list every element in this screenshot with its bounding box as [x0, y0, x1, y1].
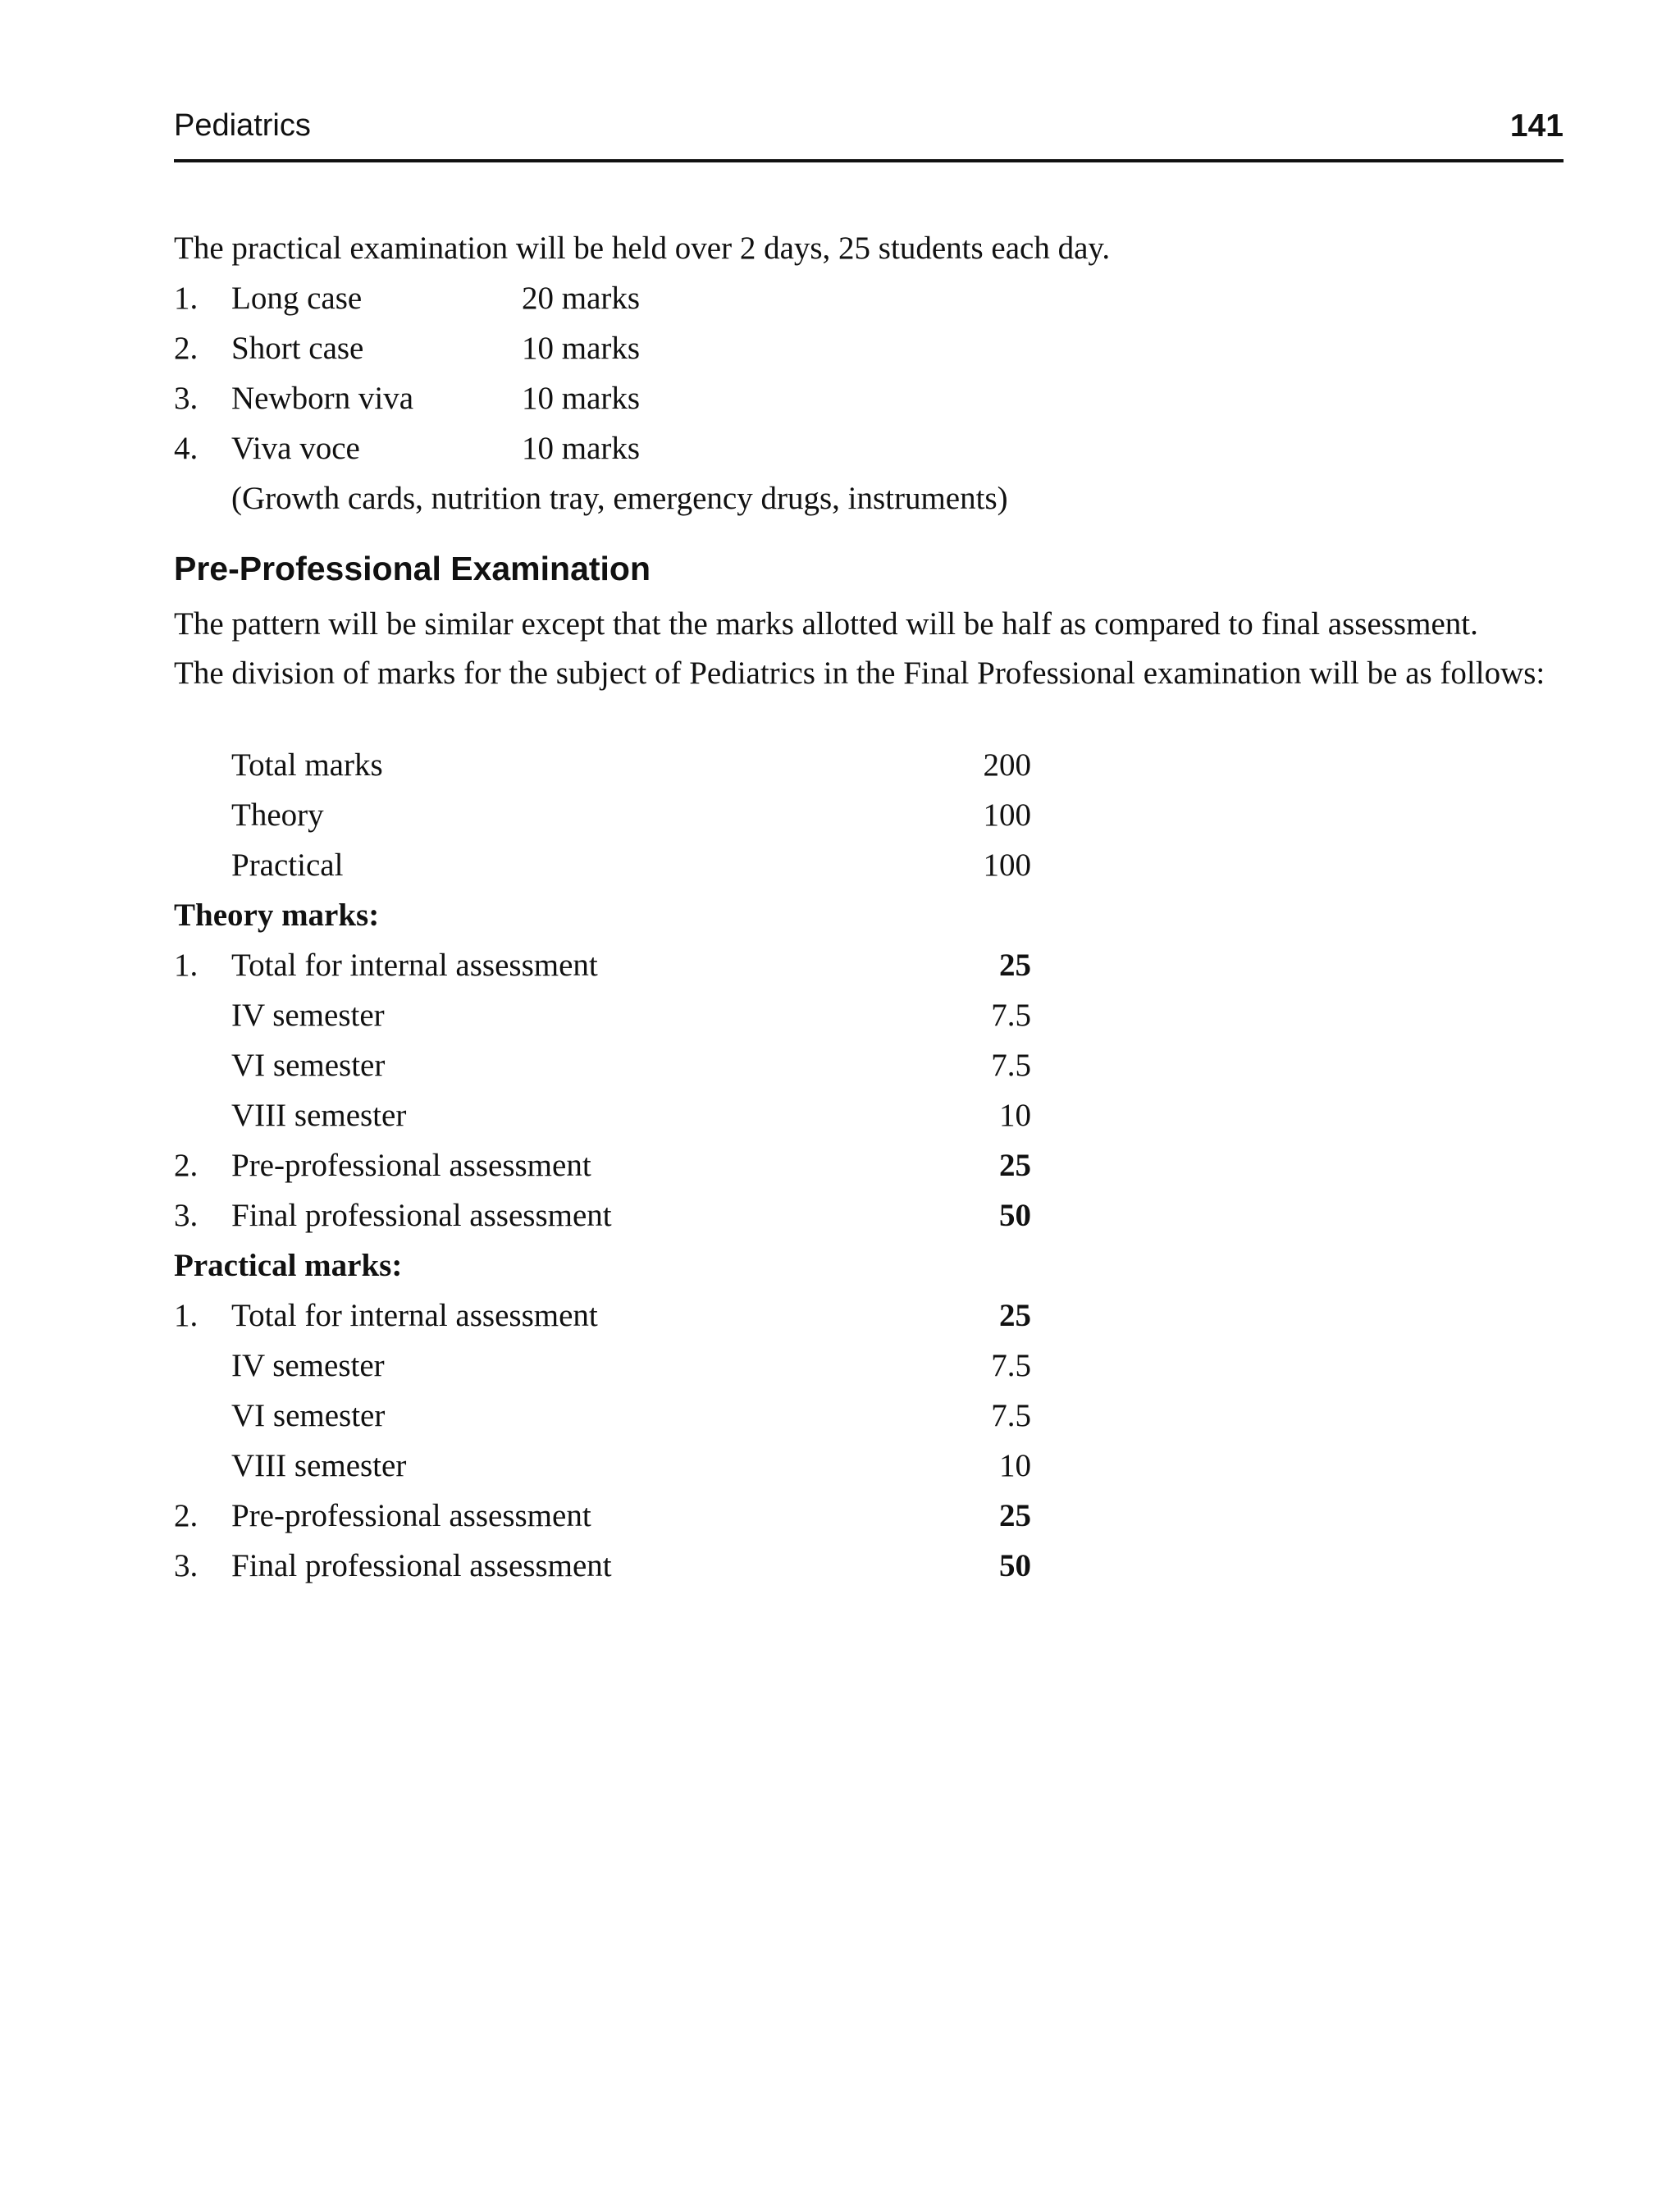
- running-header: [174, 108, 1564, 151]
- pre-professional-heading: Pre-Professional Examination: [174, 550, 651, 587]
- row-value: 7.5: [991, 1398, 1031, 1433]
- row-value: 100: [983, 847, 1031, 883]
- intro-text: The practical examination will be held over 2 days, 25 students each day.: [174, 231, 1111, 266]
- row-label: Total for internal assessment: [231, 948, 598, 983]
- list-number: 3.: [174, 381, 199, 416]
- row-label: Pre-professional assessment: [231, 1148, 591, 1183]
- row-value: 7.5: [991, 1348, 1031, 1383]
- pre-professional-paragraph-1: The pattern will be similar except that the marks allotted will be half as compared to final assessment.: [174, 606, 1478, 642]
- row-value: 25: [999, 1498, 1031, 1533]
- row-value: 25: [999, 948, 1031, 983]
- row-number: 3.: [174, 1548, 199, 1583]
- theory-marks-heading: Theory marks:: [174, 898, 380, 933]
- list-label: Short case: [231, 331, 364, 366]
- row-label: Total marks: [231, 747, 383, 783]
- list-label: Long case: [231, 281, 363, 316]
- list-number: 4.: [174, 431, 199, 466]
- row-number: 1.: [174, 1298, 199, 1333]
- row-label: VI semester: [231, 1048, 386, 1083]
- row-value: 100: [983, 797, 1031, 833]
- list-marks: 10 marks: [522, 381, 641, 416]
- row-number: 2.: [174, 1498, 199, 1533]
- row-value: 50: [999, 1548, 1031, 1583]
- row-label: Final professional assessment: [231, 1198, 612, 1233]
- list-number: 2.: [174, 331, 199, 366]
- row-value: 7.5: [991, 1048, 1031, 1083]
- row-value: 10: [999, 1448, 1031, 1483]
- row-label: Total for internal assessment: [231, 1298, 598, 1333]
- running-header-section: Pediatrics: [174, 108, 311, 143]
- list-marks: 10 marks: [522, 431, 641, 466]
- list-marks: 20 marks: [522, 281, 641, 316]
- page-number: 141: [1509, 108, 1564, 144]
- row-label: Pre-professional assessment: [231, 1498, 591, 1533]
- row-label: Practical: [231, 847, 344, 883]
- row-label: IV semester: [231, 1348, 385, 1383]
- list-label: Newborn viva: [231, 381, 414, 416]
- row-label: VI semester: [231, 1398, 386, 1433]
- pre-professional-paragraph-2: The division of marks for the subject of Pediatrics in the Final Professional examination will be as follows:: [174, 656, 1545, 691]
- row-label: VIII semester: [231, 1448, 407, 1483]
- row-label: IV semester: [231, 998, 385, 1033]
- row-value: 25: [999, 1298, 1031, 1333]
- document-page: [174, 0, 1564, 2202]
- row-value: 7.5: [991, 998, 1031, 1033]
- list-number: 1.: [174, 281, 199, 316]
- row-number: 3.: [174, 1198, 199, 1233]
- row-label: Final professional assessment: [231, 1548, 612, 1583]
- row-value: 50: [999, 1198, 1031, 1233]
- list-label: Viva voce: [231, 431, 360, 466]
- row-value: 25: [999, 1148, 1031, 1183]
- viva-note-text: (Growth cards, nutrition tray, emergency drugs, instruments): [231, 481, 1008, 516]
- header-rule: [174, 159, 1564, 162]
- row-number: 1.: [174, 948, 199, 983]
- row-value: 200: [983, 747, 1031, 783]
- row-label: VIII semester: [231, 1098, 407, 1133]
- row-label: Theory: [231, 797, 324, 833]
- list-marks: 10 marks: [522, 331, 641, 366]
- row-value: 10: [999, 1098, 1031, 1133]
- practical-marks-heading: Practical marks:: [174, 1248, 403, 1283]
- row-number: 2.: [174, 1148, 199, 1183]
